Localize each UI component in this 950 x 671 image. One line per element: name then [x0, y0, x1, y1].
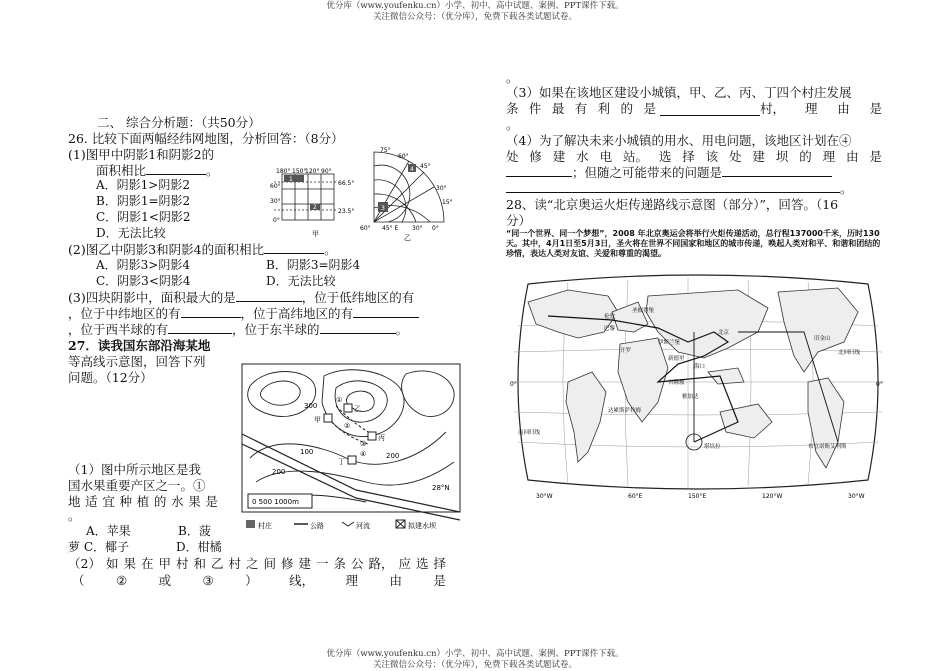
village-jia: 甲: [314, 416, 321, 424]
q26-part2: (2)图乙中阴影3和阴影4的面积相比 。: [68, 242, 337, 257]
city-label: 伦敦: [604, 314, 616, 320]
section-heading: 二、 综合分析题：（共50分）: [97, 115, 261, 130]
q26-p2-option-d: D．无法比较: [266, 274, 336, 288]
city-label: 北京: [718, 330, 730, 336]
answer-blank[interactable]: [236, 290, 302, 302]
circled-1: ①: [336, 396, 343, 404]
yi-bottom-tick: 30°: [412, 225, 423, 232]
bottom-tick: 120°W: [762, 493, 783, 500]
q4-line1: （4）为了解决未来小城镇的用水、用电问题，该地区计划在④: [506, 133, 852, 148]
city-label: 伊斯兰堡: [658, 340, 681, 346]
city-label: 圣彼得堡: [632, 308, 655, 314]
q26-p1-option-a: A．阴影1>阴影2: [96, 178, 190, 192]
answer-blank[interactable]: [353, 306, 419, 318]
carry-over-period: 。: [506, 70, 519, 85]
jia-top-tick: 120°: [305, 168, 320, 175]
q27-option-d: D．柑橘: [176, 540, 222, 554]
tropic-label: 北回归线: [838, 350, 861, 356]
shade-4-label: 4: [410, 166, 414, 173]
bottom-tick: 60°E: [628, 493, 643, 500]
q26-p2-option-c: C．阴影3<阴影4: [96, 274, 191, 288]
city-label: 开罗: [620, 348, 632, 354]
q28-stem: 28、读“北京奥运火炬传递路线示意图（部分）”，回答。（16: [506, 197, 839, 212]
q26-part3-line3: ，位于西半球的有 ，位于东半球的 。: [68, 322, 409, 337]
q27-p2-line2: （ ② 或 ③ ） 线， 理 由 是: [72, 573, 446, 588]
city-label: 巴黎: [604, 326, 616, 332]
jia-left-tick: 60°: [270, 183, 281, 190]
circled-2: ②: [344, 422, 351, 430]
q26-p1-option-d: D．无法比较: [96, 226, 166, 240]
q27-p1-c: 地 适 宜 种 植 的 水 果 是: [68, 494, 218, 509]
footer-line-2: 关注微信公众号：（优分库），免费下载各类试题试卷。: [372, 660, 577, 670]
figure-yi-label: 乙: [404, 234, 411, 242]
yi-right-tick: 45°: [420, 163, 431, 170]
q27-p1-end: 。: [68, 508, 81, 523]
city-label: 旧金山: [814, 336, 831, 342]
q27-p1-a: （1）图中所示地区是我: [68, 462, 201, 477]
tropic-label: 南回归线: [518, 430, 541, 436]
world-map: [508, 272, 888, 502]
shade-2-label: 2: [313, 204, 317, 211]
yi-bottom-tick: 45° E: [382, 225, 399, 232]
jia-left-tick: 0°: [273, 217, 280, 224]
figure-jia-label: 甲: [312, 230, 319, 238]
header-line-1: 优分库（www.youfenku.cn）小学、初中、高中试题、案例、PPT课件下载。: [326, 1, 624, 11]
contour-label: 200: [272, 468, 286, 476]
legend-village: 村庄: [258, 522, 272, 530]
city-label: 雅加达: [682, 394, 699, 400]
yi-bottom-tick: 0°: [432, 225, 439, 232]
city-label: 达累斯萨拉姆: [608, 408, 642, 414]
q26-part3-line1: (3)四块阴影中，面积最大的是 ，位于低纬地区的有: [68, 290, 415, 305]
city-label: 堪培拉: [704, 444, 721, 450]
contour-map: [236, 362, 464, 540]
q26-p2-option-a: A．阴影3>阴影4: [96, 258, 190, 272]
q27-option-a: A．苹果: [86, 524, 131, 538]
q26-stem: 26. 比较下面两幅经纬网地图，分析回答：（8分）: [68, 131, 344, 146]
circled-3: ③: [360, 440, 367, 448]
legend-road: 公路: [310, 522, 324, 530]
q26-part1-b: 面积相比 。: [96, 163, 219, 178]
circled-4: ④: [360, 450, 367, 458]
q27-p2-line1: （2） 如 果 在 甲 村 和 乙 村 之 间 修 建 一 条 公 路， 应 选 择: [68, 556, 446, 571]
q26-part3-line2: ，位于中纬地区的有 ，位于高纬地区的有: [68, 306, 419, 321]
answer-blank[interactable]: [722, 165, 832, 177]
q26-p1-option-b: B．阴影1=阴影2: [96, 194, 191, 208]
latitude-label: 28°N: [432, 484, 450, 492]
scale-bar: 0 500 1000m: [252, 498, 299, 506]
legend-dam: 拟建水坝: [408, 522, 436, 530]
yi-top-tick: 75°: [380, 147, 391, 154]
bottom-tick: 30°W: [848, 493, 865, 500]
q3-end: 。: [506, 117, 519, 132]
answer-blank[interactable]: [264, 242, 324, 254]
q27-option-c: 萝 C．椰子: [68, 540, 129, 554]
city-label: 吉隆坡: [668, 380, 685, 386]
answer-blank[interactable]: [320, 322, 396, 334]
city-label: 布宜诺斯艾利斯: [808, 444, 847, 450]
contour-label: 100: [300, 448, 314, 456]
equator-right-label: 0°: [876, 381, 883, 388]
contour-label: 300: [304, 402, 318, 410]
bottom-tick: 150°E: [688, 493, 707, 500]
figure-jia-graticule: [270, 148, 360, 240]
city-label: 新德里: [668, 356, 685, 362]
q28-stem-2: 分）: [506, 213, 532, 228]
city-label: 海口: [694, 364, 706, 370]
yi-right-tick: 30°: [436, 185, 447, 192]
answer-blank[interactable]: [506, 181, 840, 193]
jia-right-tick: 23.5°: [338, 208, 355, 215]
q26-p1-option-c: C．阴影1<阴影2: [96, 210, 191, 224]
jia-top-tick: 180°: [276, 168, 291, 175]
answer-blank[interactable]: [168, 322, 232, 334]
q27-stem-3: 问题。（12分）: [68, 370, 153, 385]
header-line-2: 关注微信公众号：（优分库），免费下载各类试题试卷。: [372, 12, 577, 22]
legend-river: 河流: [356, 522, 370, 530]
q27-option-b: B．菠: [178, 524, 211, 538]
q4-line2: 处 修 建 水 电 站。 选 择 该 处 建 坝 的 理 由 是: [506, 149, 882, 164]
jia-left-tick: 30°: [270, 198, 281, 205]
jia-top-tick: 150°: [292, 168, 307, 175]
equator-left-label: 0°: [510, 381, 517, 388]
q4-line4: 。: [506, 181, 853, 196]
jia-right-tick: 66.5°: [338, 180, 355, 187]
yi-top-tick: 60°: [398, 153, 409, 160]
shade-1-label: 1: [289, 176, 293, 183]
yi-bottom-tick: 60°: [360, 225, 371, 232]
q3-line1: （3）如果在该地区建设小城镇，甲、乙、丙、丁四个村庄发展: [506, 85, 852, 100]
answer-blank[interactable]: [660, 104, 760, 116]
village-yi: 乙: [354, 405, 361, 413]
footer-line-1: 优分库（www.youfenku.cn）小学、初中、高中试题、案例、PPT课件下载。: [326, 649, 624, 659]
jia-top-tick: 90°: [321, 168, 332, 175]
q26-p2-option-b: B．阴影3=阴影4: [266, 258, 361, 272]
figure-yi-graticule: [360, 146, 456, 242]
contour-label: 200: [386, 452, 400, 460]
shade-3-label: 3: [381, 205, 385, 212]
q27-stem-2: 等高线示意图，回答下列: [68, 354, 206, 369]
answer-blank[interactable]: [146, 163, 206, 175]
village-bing: 丙: [378, 434, 385, 442]
q4-line3: ；但随之可能带来的问题是: [506, 165, 832, 180]
answer-blank[interactable]: [181, 306, 241, 318]
q27-p1-b: 国水果重要产区之一。①: [68, 478, 206, 493]
q3-line2: 条 件 最 有 利 的 是 村， 理 由 是: [506, 101, 882, 116]
answer-blank[interactable]: [506, 165, 572, 177]
q26-part1-a: (1)图甲中阴影1和阴影2的: [68, 147, 215, 162]
q28-intro: “同一个世界、同一个梦想”，2008 年北京奥运会将举行火炬传递活动，总行程137000千米，历时130天。其中，4月1日至5月3日，圣火将在世界不同国家和地区的城市传递，唤起人类对和平、和谐和团结的珍惜，表达人类对友谊、关爱和尊重的渴望。: [506, 229, 881, 258]
bottom-tick: 30°W: [536, 493, 553, 500]
yi-right-tick: 15°: [442, 199, 453, 206]
village-ding: 丁: [338, 458, 345, 466]
q27-stem-1: 27．读我国东部沿海某地: [68, 338, 211, 353]
